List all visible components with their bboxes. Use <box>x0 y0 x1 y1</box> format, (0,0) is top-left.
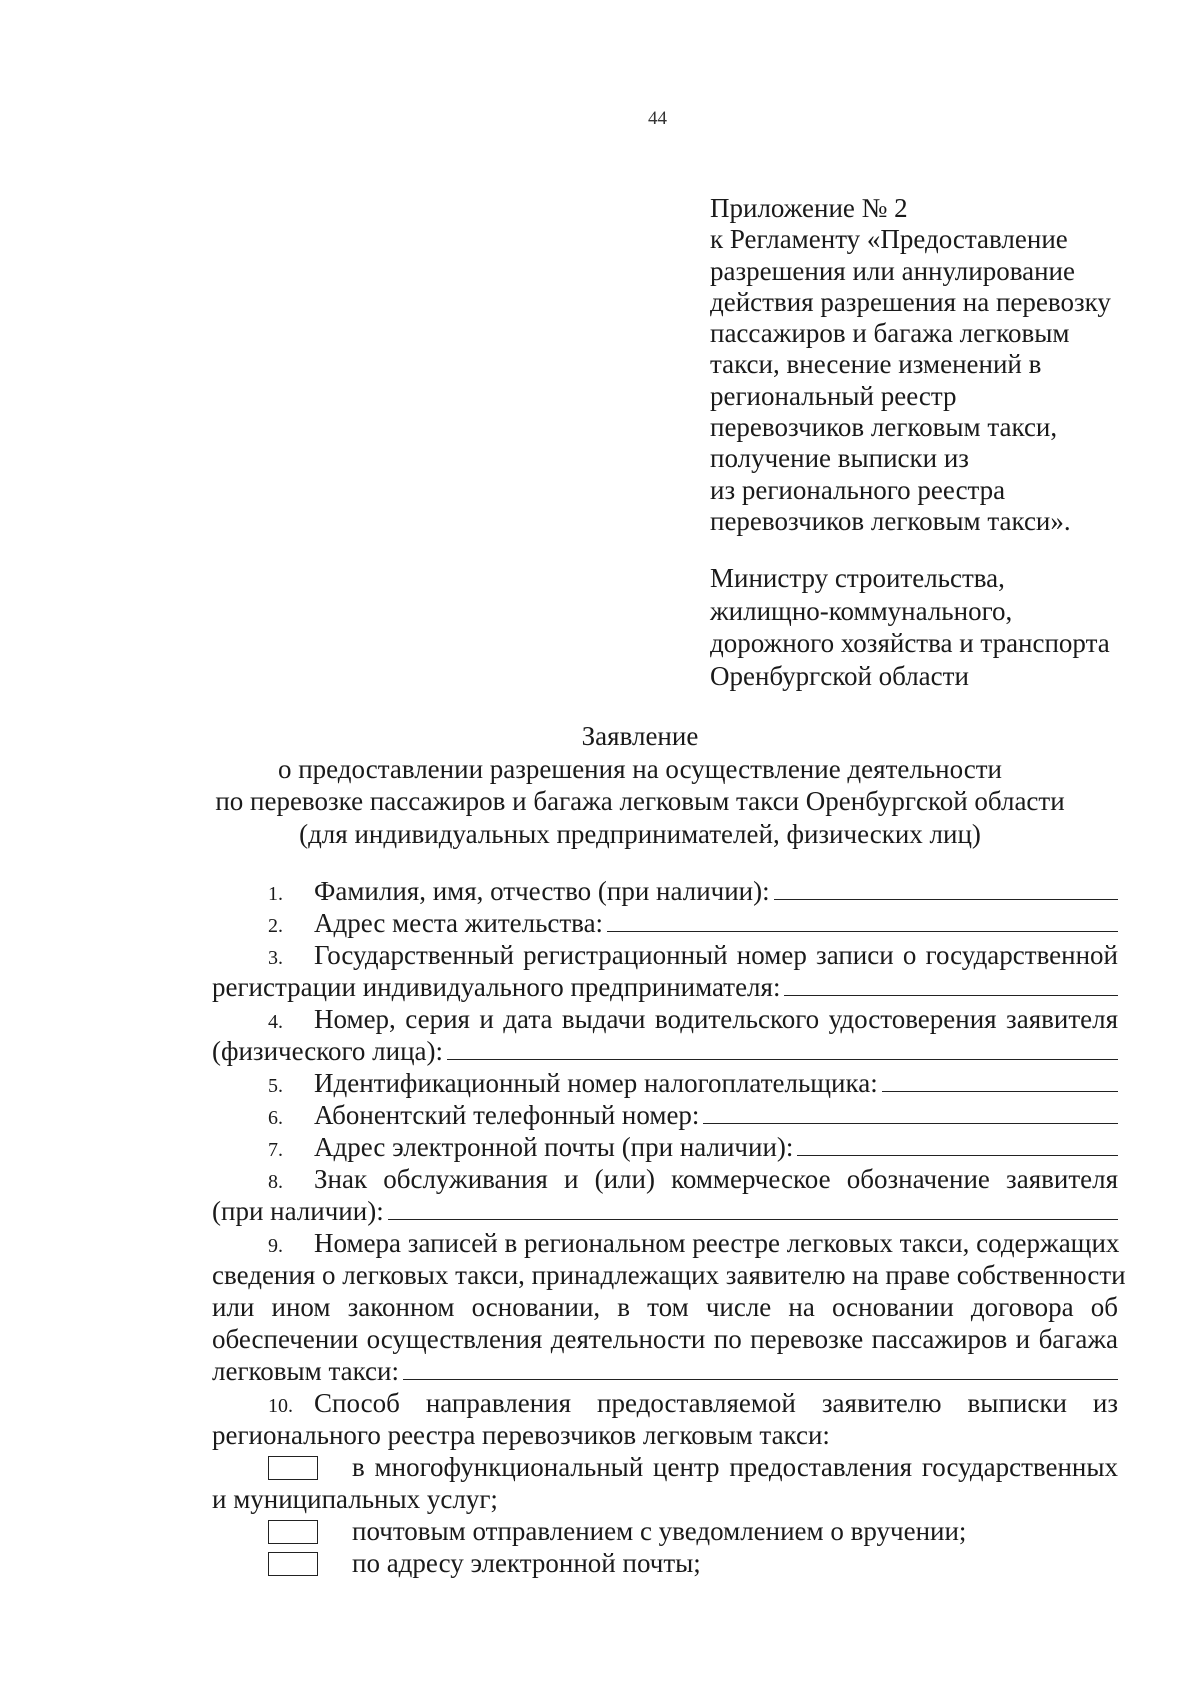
item-number: 5. <box>268 1075 283 1097</box>
appendix-line: получение выписки из <box>710 443 969 474</box>
field-residence-address <box>212 907 1118 939</box>
field-trademark-line1 <box>212 1163 1118 1195</box>
appendix-line: такси, внесение изменений в <box>710 349 1042 380</box>
appendix-line: пассажиров и багажа легковым <box>710 318 1070 349</box>
field-label: обеспечении осуществления деятельности по перевозке пассажиров и багажа <box>212 1324 1118 1354</box>
option-mfc-line1: в многофункциональный центр предоставления государственных <box>352 1452 1118 1482</box>
item-number: 8. <box>268 1171 283 1193</box>
field-label: регистрации индивидуального предпринимателя: <box>212 972 781 1002</box>
addressee-line: Министру строительства, <box>710 563 1005 593</box>
appendix-line: перевозчиков легковым такси». <box>710 505 1071 536</box>
appendix-line: к Регламенту «Предоставление <box>710 224 1068 255</box>
field-registry-line3 <box>212 1291 1118 1323</box>
mfc-checkbox[interactable] <box>268 1456 318 1480</box>
email-blank[interactable] <box>797 1131 1118 1156</box>
inn-blank[interactable] <box>882 1067 1118 1092</box>
appendix-line: перевозчиков легковым такси, <box>710 412 1058 443</box>
option-email: по адресу электронной почты; <box>352 1548 701 1578</box>
field-full-name <box>212 875 1118 907</box>
field-label: Номер, серия и дата выдачи водительского удостоверения заявителя <box>314 1004 1118 1034</box>
appendix-line: действия разрешения на перевозку <box>710 286 1111 317</box>
field-license-line1 <box>212 1003 1118 1035</box>
field-label: Фамилия, имя, отчество (при наличии): <box>314 876 770 906</box>
appendix-reference <box>710 193 1150 537</box>
field-label: Идентификационный номер налогоплательщика: <box>314 1068 878 1098</box>
item-number: 2. <box>268 915 283 937</box>
title-line: (для индивидуальных предпринимателей, физических лиц) <box>299 818 981 849</box>
field-label: (физического лица): <box>212 1036 444 1066</box>
field-registry-line4 <box>212 1323 1118 1355</box>
field-delivery-line1 <box>212 1387 1118 1419</box>
title-line: о предоставлении разрешения на осуществление деятельности <box>277 753 1003 784</box>
item-number: 9. <box>268 1235 283 1257</box>
field-label: сведения о легковых такси, принадлежащих заявителю на праве собственности <box>212 1260 1126 1290</box>
email-checkbox[interactable] <box>268 1552 318 1576</box>
field-trademark-line2 <box>212 1195 1118 1227</box>
field-label: легковым такси: <box>212 1356 399 1386</box>
addressee-line: дорожного хозяйства и транспорта <box>710 628 1110 658</box>
field-delivery-line2 <box>212 1419 1118 1451</box>
field-label: Абонентский телефонный номер: <box>314 1100 700 1130</box>
registry-records-blank[interactable] <box>403 1355 1118 1380</box>
full-name-blank[interactable] <box>774 875 1118 900</box>
item-number: 10. <box>268 1395 293 1417</box>
field-email <box>212 1131 1118 1163</box>
field-label: регионального реестра перевозчиков легковым такси: <box>212 1420 830 1450</box>
field-license-line2 <box>212 1035 1118 1067</box>
item-number: 3. <box>268 947 283 969</box>
field-label: Адрес электронной почты (при наличии): <box>314 1132 794 1162</box>
driver-license-blank[interactable] <box>447 1035 1118 1060</box>
post-checkbox[interactable] <box>268 1520 318 1544</box>
field-label: Номера записей в региональном реестре легковых такси, содержащих <box>314 1228 1120 1258</box>
field-registry-line2 <box>212 1259 1126 1291</box>
appendix-line: Приложение № 2 <box>710 193 908 223</box>
field-label: или ином законном основании, в том числе на основании договора об <box>212 1292 1118 1322</box>
item-number: 4. <box>268 1011 283 1033</box>
item-number: 7. <box>268 1139 283 1161</box>
field-label: Способ направления предоставляемой заявителю выписки из <box>314 1388 1118 1418</box>
item-number: 1. <box>268 883 283 905</box>
addressee-line: жилищно-коммунального, <box>710 595 1013 626</box>
field-ogrnip-line1 <box>212 939 1118 971</box>
residence-address-blank[interactable] <box>607 907 1118 932</box>
trademark-blank[interactable] <box>388 1195 1118 1220</box>
appendix-line: разрешения или аннулирование <box>710 255 1075 286</box>
addressee-block <box>710 562 1150 692</box>
field-label: (при наличии): <box>212 1196 384 1226</box>
appendix-line: из регионального реестра <box>710 474 1006 505</box>
option-mfc-line2: и муниципальных услуг; <box>212 1484 498 1514</box>
field-label: Государственный регистрационный номер записи о государственной <box>314 940 1118 970</box>
page-number: 44 <box>648 108 667 129</box>
ogrnip-blank[interactable] <box>784 971 1118 996</box>
title-line: по перевозке пассажиров и багажа легковым такси Оренбургской области <box>215 786 1065 816</box>
phone-blank[interactable] <box>703 1099 1118 1124</box>
addressee-line: Оренбургской области <box>710 660 969 691</box>
option-post: почтовым отправлением с уведомлением о вручении; <box>352 1516 967 1546</box>
field-ogrnip-line2 <box>212 971 1118 1003</box>
item-number: 6. <box>268 1107 283 1129</box>
field-registry-line1 <box>212 1227 1118 1259</box>
field-inn <box>212 1067 1118 1099</box>
appendix-line: региональный реестр <box>710 380 957 411</box>
field-label: Знак обслуживания и (или) коммерческое обозначение заявителя <box>314 1164 1118 1194</box>
field-phone <box>212 1099 1118 1131</box>
document-title <box>200 720 1080 850</box>
title-heading: Заявление <box>581 721 699 751</box>
field-label: Адрес места жительства: <box>314 908 604 938</box>
field-registry-line5 <box>212 1355 1118 1387</box>
